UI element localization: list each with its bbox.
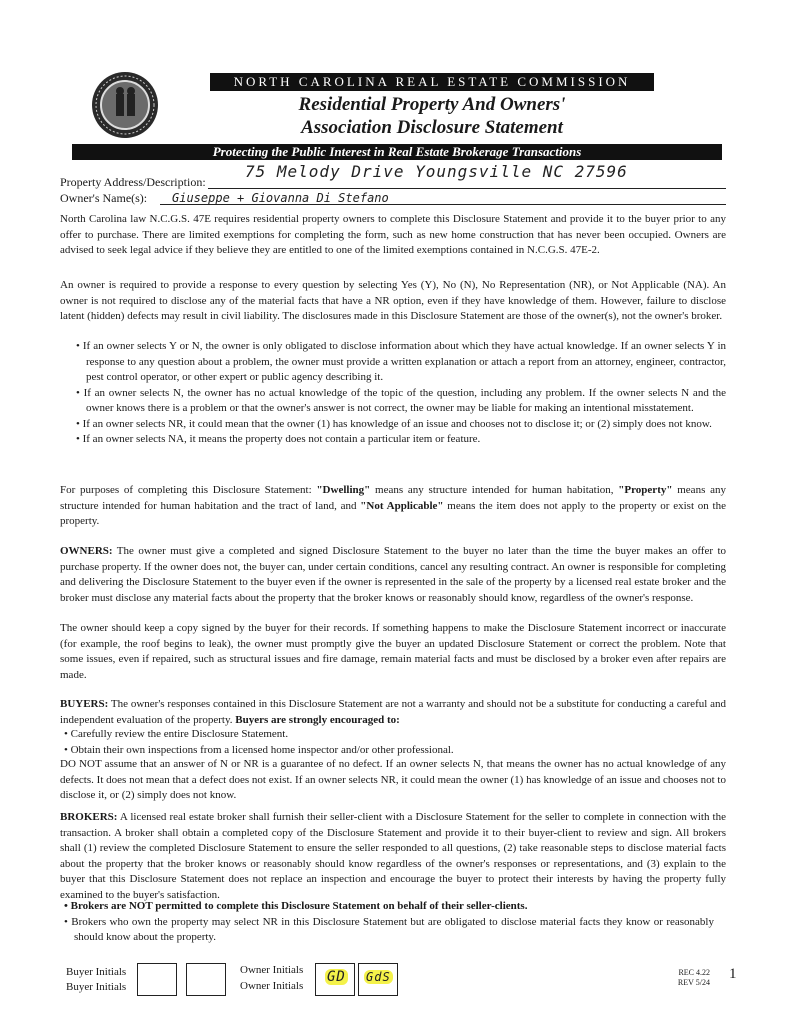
owner-initials-signature-1: GD <box>327 969 346 985</box>
response-paragraph: An owner is required to provide a response to every question by selecting Yes (Y), No (N), No Representation (NR), or Not Applicable (NA). An owner is not required to disclose any of the material facts that have a NR option, even if they have knowledge of them. However, failure to disclose latent (hidden) defects may result in civil liability. The disclosures made in this Disclosure Statement are those of the owner(s), not the owner's broker. <box>60 279 726 322</box>
buyer-initials-label-1: Buyer Initials <box>66 966 127 978</box>
list-item: • If an owner selects NA, it means the property does not contain a particular item or feature. <box>76 433 481 445</box>
response-bullets <box>72 339 726 448</box>
owner-name-label: Owner's Name(s): <box>60 191 148 205</box>
owners-paragraph: OWNERS: The owner must give a completed and signed Disclosure Statement to the buyer no later than the time the buyer makes an offer to purchase property. If the owner does not, the buyer can, under certain conditions, cancel any resulting contract. An owner is responsible for completing and delivering the Disclosure Statement to the buyer even if the owner is represented in the sale of the property by a licensed real estate broker and the broker must disclose any material facts about the property that the broker knows or reasonably should know, regardless of the owner's response. <box>60 545 726 604</box>
buyer-initials-box-2[interactable] <box>186 963 226 996</box>
list-item: • Carefully review the entire Disclosure Statement. <box>64 728 289 740</box>
list-item: • If an owner selects Y or N, the owner is only obligated to disclose information about which they have actual knowledge. If an owner selects Y in response to any question about a problem, the owner must provide a written explanation or attach a report from an attorney, engineer, contractor, pest control operator, or other expert or public agency describing it. <box>76 340 726 383</box>
owner-initials-box-2[interactable] <box>358 963 398 996</box>
commission-seal <box>92 72 158 138</box>
definitions-paragraph: For purposes of completing this Disclosure Statement: "Dwelling" means any structure intended for human habitation, "Property" means any structure intended for human habitation and the tract of land, and "Not Applicable" means the item does not apply to the property or exist on the property. <box>60 484 727 527</box>
list-item: • Obtain their own inspections from a licensed home inspector and/or other professional. <box>64 743 454 756</box>
brokers-heading: BROKERS: <box>60 811 118 823</box>
owner-initials-signature-2: GdS <box>366 970 391 984</box>
page-number: 1 <box>729 966 737 982</box>
list-item: • If an owner selects NR, it could mean that the owner (1) has knowledge of an issue and chooses not to disclose it; or (2) simply does not know. <box>76 417 712 430</box>
list-item: • If an owner selects N, the owner has no actual knowledge of the topic of the question, including any problem. If the owner selects N and the owner knows there is a problem or that the owner's answer is not correct, the owner may be liable for making an intentional misstatement. <box>76 386 726 414</box>
buyers-heading: BUYERS: <box>60 698 109 710</box>
form-title-line2: Association Disclosure Statement <box>301 117 563 138</box>
owners-heading: OWNERS: <box>60 545 113 557</box>
owner-initials-label-2: Owner Initials <box>240 980 304 992</box>
commission-banner: NORTH CAROLINA REAL ESTATE COMMISSION <box>210 73 654 91</box>
buyer-initials-box-1[interactable] <box>137 963 177 996</box>
form-title-line1: Residential Property And Owners' <box>298 94 566 115</box>
owner-name-value[interactable]: Giuseppe + Giovanna Di Stefano <box>172 191 389 205</box>
no-guarantee-paragraph: DO NOT assume that an answer of N or NR is a guarantee of no defect. If an owner selects N, that means the owner has no actual knowledge of any defects. It does not mean that a defect does not exist. If an owner selects NR, it could mean the owner (1) has knowledge of an issue and chooses not to disclose it, or (2) simply does not know. <box>60 758 726 801</box>
buyers-paragraph: BUYERS: The owner's responses contained in this Disclosure Statement are not a warranty and should not be a substitute for conducting a careful and independent evaluation of the property. Buyers are strongly encouraged to: <box>60 698 726 726</box>
brokers-bullets <box>60 899 714 946</box>
owner-initials-label-1: Owner Initials <box>240 964 304 976</box>
property-address-line <box>208 188 726 189</box>
brokers-paragraph: BROKERS: A licensed real estate broker shall furnish their seller-client with a Disclosure Statement for the seller to complete in connection with the transaction. A broker shall obtain a completed copy of the Disclosure Statement and provide it to their buyer-client to review and sign. All brokers shall (1) review the completed Disclosure Statement to ensure the seller responded to all questions, (2) take reasonable steps to disclose material facts about the property that the broker knows or reasonably should know regardless of the owner's responses or representations, and (3) explain to the buyer that this Disclosure Statement does not replace an inspection and encourage the buyer to protect their interests by having the property fully examined to the buyer's satisfaction. <box>60 811 726 901</box>
owner-initials-box-1[interactable] <box>315 963 355 996</box>
intro-paragraph: North Carolina law N.C.G.S. 47E requires residential property owners to complete this Disclosure Statement and provide it to the buyer prior to any offer to purchase. There are limited exemptions for completing the form, such as new home construction that has never been occupied. Owners are advised to seek legal advice if they believe they are entitled to one of the limited exemptions contained in N.C.G.S. 47E-2. <box>60 213 726 256</box>
list-item: • Brokers who own the property may select NR in this Disclosure Statement but are obligated to disclose material facts they know or reasonably should know about the property. <box>64 915 714 943</box>
owner-copy-paragraph: The owner should keep a copy signed by the buyer for their records. If something happens to make the Disclosure Statement incorrect or inaccurate (for example, the roof begins to leak), the owner must promptly give the buyer an updated Disclosure Statement or correct the problem. Note that some issues, even if repaired, such as structural issues and fire damage, remain material facts and must be disclosed by a broker even after repairs are made. <box>60 622 726 681</box>
buyers-bullets <box>60 727 714 758</box>
form-revision: REC 4.22 REV 5/24 <box>677 968 710 987</box>
buyer-initials-label-2: Buyer Initials <box>66 981 127 993</box>
tagline-banner: Protecting the Public Interest in Real Estate Brokerage Transactions <box>72 144 722 160</box>
property-address-label: Property Address/Description: <box>60 175 206 189</box>
property-address-value[interactable]: 75 Melody Drive Youngsville NC 27596 <box>245 162 628 181</box>
list-item: • Brokers are NOT permitted to complete this Disclosure Statement on behalf of their seller-clients. <box>64 900 528 912</box>
